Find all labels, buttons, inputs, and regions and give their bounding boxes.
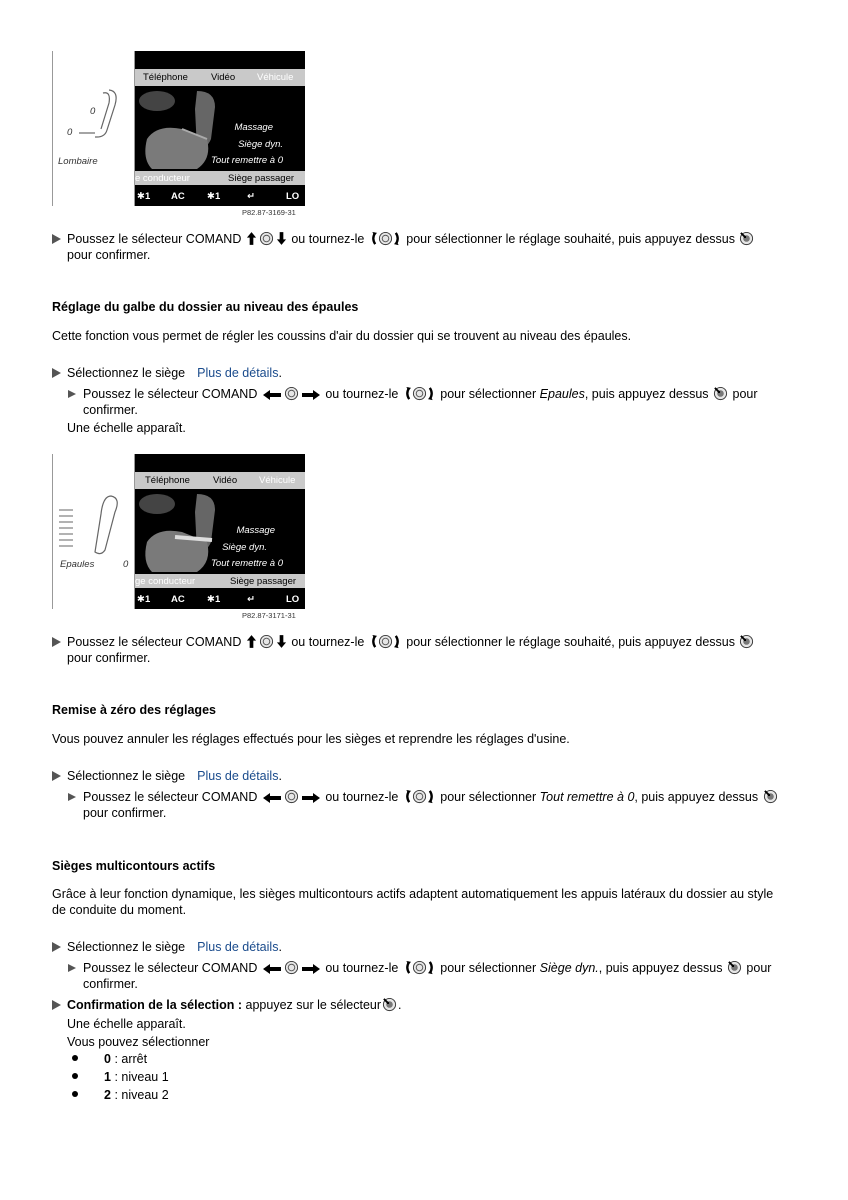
select-seat-line: Sélectionnez le siège Plus de détails. bbox=[67, 940, 282, 954]
step-arrow bbox=[52, 637, 61, 647]
seat-passenger[interactable]: Siège passager bbox=[230, 576, 297, 587]
seat-passenger[interactable]: Siège passager bbox=[228, 173, 295, 184]
step-text: ou tournez-le bbox=[325, 387, 399, 401]
section-intro-line2: de conduite du moment. bbox=[52, 903, 187, 917]
step-text: Poussez le sélecteur COMAND bbox=[83, 961, 258, 975]
details-link[interactable]: Plus de détails bbox=[197, 940, 279, 954]
comand-screen-shoulders bbox=[52, 454, 305, 609]
press-knob-icon bbox=[763, 789, 778, 804]
option-massage[interactable]: Massage bbox=[236, 525, 275, 536]
step-arrow bbox=[52, 1000, 61, 1010]
bullet bbox=[72, 1091, 78, 1097]
ac-button[interactable]: AC bbox=[171, 191, 185, 202]
select-seat-text: Sélectionnez le siège bbox=[67, 366, 186, 380]
right-arrow-icon bbox=[301, 963, 321, 975]
option-name: Siège dyn. bbox=[539, 961, 599, 975]
seat-driver[interactable]: ge conducteur bbox=[135, 576, 196, 587]
comand-screen-lumbar bbox=[52, 51, 305, 206]
step-text: pour sélectionner bbox=[440, 961, 537, 975]
substep-arrow bbox=[68, 964, 76, 972]
option-siege-dyn[interactable]: Siège dyn. bbox=[222, 542, 267, 553]
comand-knob-icon bbox=[284, 789, 299, 804]
details-link[interactable]: Plus de détails bbox=[197, 366, 279, 380]
step-arrow bbox=[52, 942, 61, 952]
section-intro: Vous pouvez annuler les réglages effectués pour les sièges et reprendre les réglages d'usine. bbox=[52, 732, 570, 746]
confirm-line: Confirmation de la sélection : appuyez sur le sélecteur . bbox=[67, 998, 402, 1012]
level-key: 0 bbox=[104, 1052, 111, 1066]
seat-select-bar bbox=[135, 171, 305, 185]
step-confirm: confirmer. bbox=[83, 403, 138, 417]
step-text: Poussez le sélecteur COMAND bbox=[67, 232, 242, 246]
bullet bbox=[72, 1055, 78, 1061]
rotate-knob-icon bbox=[369, 231, 402, 246]
level-item bbox=[104, 1087, 169, 1103]
left-arrow-icon bbox=[262, 792, 282, 804]
up-arrow-icon bbox=[246, 634, 257, 649]
menu-video[interactable]: Vidéo bbox=[213, 475, 238, 486]
lumbar-mark-left: 0 bbox=[67, 127, 73, 138]
level-key: 2 bbox=[104, 1088, 111, 1102]
menu-vehicule[interactable]: Véhicule bbox=[257, 72, 294, 83]
right-arrow-icon bbox=[301, 792, 321, 804]
rotate-knob-icon bbox=[403, 789, 436, 804]
select-seat-line: Sélectionnez le siège Plus de détails. bbox=[67, 769, 282, 783]
seat-outline-icon bbox=[83, 490, 123, 560]
left-arrow-icon bbox=[262, 963, 282, 975]
temp-lo[interactable]: LO bbox=[286, 594, 300, 605]
step-confirm: pour confirmer. bbox=[83, 806, 167, 820]
substep-arrow bbox=[68, 390, 76, 398]
step-text: Poussez le sélecteur COMAND bbox=[83, 387, 258, 401]
lumbar-panel bbox=[52, 51, 135, 206]
result-text: Une échelle apparaît. bbox=[67, 421, 186, 435]
level-key: 1 bbox=[104, 1070, 111, 1084]
shoulders-mark: 0 bbox=[123, 559, 129, 570]
can-select-text: Vous pouvez sélectionner bbox=[67, 1035, 210, 1049]
level-item bbox=[104, 1051, 147, 1067]
menu-telephone[interactable]: Téléphone bbox=[143, 72, 188, 83]
press-knob-icon bbox=[739, 634, 754, 649]
step-arrow bbox=[52, 771, 61, 781]
substep-arrow bbox=[68, 793, 76, 801]
lumbar-mark-top: 0 bbox=[90, 106, 96, 117]
substep-line bbox=[83, 789, 779, 805]
lumbar-label: Lombaire bbox=[58, 156, 98, 167]
climate-bar bbox=[135, 186, 305, 206]
confirm-label: Confirmation de la sélection : bbox=[67, 998, 243, 1012]
figure-ref: P82.87-3171-31 bbox=[242, 611, 296, 620]
level-text: : niveau 1 bbox=[114, 1070, 169, 1084]
menu-vehicule[interactable]: Véhicule bbox=[259, 475, 296, 486]
menu-bar bbox=[135, 472, 305, 489]
step-arrow bbox=[52, 234, 61, 244]
step-text: ou tournez-le bbox=[291, 232, 365, 246]
step-arrow bbox=[52, 368, 61, 378]
temp-lo[interactable]: LO bbox=[286, 191, 300, 202]
step-text: , puis appuyez dessus bbox=[598, 961, 723, 975]
menu-bar bbox=[135, 69, 305, 86]
fan-left[interactable]: ✱1 bbox=[137, 594, 151, 605]
result-text: Une échelle apparaît. bbox=[67, 1017, 186, 1031]
step-text: pour bbox=[746, 961, 772, 975]
select-seat-text: Sélectionnez le siège bbox=[67, 769, 186, 783]
figure-ref: P82.87-3169-31 bbox=[242, 208, 296, 217]
step-text: pour sélectionner bbox=[440, 387, 537, 401]
press-knob-icon bbox=[739, 231, 754, 246]
step-text: ou tournez-le bbox=[325, 790, 399, 804]
level-text: : arrêt bbox=[114, 1052, 148, 1066]
step-text: ou tournez-le bbox=[291, 635, 365, 649]
step-text: pour sélectionner le réglage souhaité, puis appuyez dessus bbox=[406, 232, 735, 246]
comand-knob-icon bbox=[284, 386, 299, 401]
section-heading: Sièges multicontours actifs bbox=[52, 859, 216, 873]
fan-right[interactable]: ✱1 bbox=[207, 191, 221, 202]
shoulders-label: Epaules bbox=[60, 559, 95, 570]
right-arrow-icon bbox=[301, 389, 321, 401]
step-line bbox=[67, 634, 755, 650]
select-seat-text: Sélectionnez le siège bbox=[67, 940, 186, 954]
confirm-text: appuyez sur le sélecteur bbox=[245, 998, 382, 1012]
level-item bbox=[104, 1069, 169, 1085]
left-arrow-icon bbox=[262, 389, 282, 401]
ac-button[interactable]: AC bbox=[171, 594, 185, 605]
airflow-icon[interactable]: ↵ bbox=[247, 594, 255, 605]
rotate-knob-icon bbox=[369, 634, 402, 649]
step-confirm: pour confirmer. bbox=[67, 651, 151, 665]
step-text: pour sélectionner bbox=[440, 790, 537, 804]
details-link[interactable]: Plus de détails bbox=[197, 769, 279, 783]
substep-line bbox=[83, 960, 771, 976]
comand-knob-icon bbox=[284, 960, 299, 975]
seat-select-bar bbox=[135, 574, 305, 588]
rotate-knob-icon bbox=[403, 386, 436, 401]
comand-knob-icon bbox=[259, 231, 274, 246]
option-name: Tout remettre à 0 bbox=[539, 790, 635, 804]
section-intro-line1: Grâce à leur fonction dynamique, les sièges multicontours actifs adaptent automatiquement les appuis latéraux du dossier au style bbox=[52, 887, 774, 901]
rotate-knob-icon bbox=[403, 960, 436, 975]
substep-line bbox=[83, 386, 758, 402]
down-arrow-icon bbox=[276, 231, 287, 246]
step-text: , puis appuyez dessus bbox=[584, 387, 709, 401]
airflow-icon[interactable]: ↵ bbox=[247, 191, 255, 202]
step-text: ou tournez-le bbox=[325, 961, 399, 975]
climate-bar bbox=[135, 589, 305, 609]
step-text: pour bbox=[732, 387, 758, 401]
section-heading: Réglage du galbe du dossier au niveau des épaules bbox=[52, 300, 359, 314]
menu-video[interactable]: Vidéo bbox=[211, 72, 236, 83]
press-knob-icon bbox=[713, 386, 728, 401]
step-text: Poussez le sélecteur COMAND bbox=[83, 790, 258, 804]
level-text: : niveau 2 bbox=[114, 1088, 169, 1102]
press-knob-icon bbox=[727, 960, 742, 975]
step-confirm: confirmer. bbox=[83, 977, 138, 991]
fan-right[interactable]: ✱1 bbox=[207, 594, 221, 605]
step-confirm: pour confirmer. bbox=[67, 248, 151, 262]
down-arrow-icon bbox=[276, 634, 287, 649]
fan-left[interactable]: ✱1 bbox=[137, 191, 151, 202]
step-line bbox=[67, 231, 755, 247]
seat-driver[interactable]: e conducteur bbox=[135, 173, 190, 184]
option-siege-dyn[interactable]: Siège dyn. bbox=[238, 139, 283, 150]
bullet bbox=[72, 1073, 78, 1079]
step-text: , puis appuyez dessus bbox=[634, 790, 759, 804]
section-intro: Cette fonction vous permet de régler les coussins d'air du dossier qui se trouvent au niveau des épaules. bbox=[52, 329, 632, 343]
section-heading: Remise à zéro des réglages bbox=[52, 703, 216, 717]
comand-knob-icon bbox=[259, 634, 274, 649]
shoulders-panel bbox=[52, 454, 135, 609]
up-arrow-icon bbox=[246, 231, 257, 246]
step-text: Poussez le sélecteur COMAND bbox=[67, 635, 242, 649]
option-tout-remettre[interactable]: Tout remettre à 0 bbox=[211, 558, 283, 569]
step-text: pour sélectionner le réglage souhaité, puis appuyez dessus bbox=[406, 635, 735, 649]
press-knob-icon bbox=[382, 997, 397, 1012]
select-seat-line: Sélectionnez le siège Plus de détails. bbox=[67, 366, 282, 380]
menu-telephone[interactable]: Téléphone bbox=[145, 475, 190, 486]
option-name: Epaules bbox=[539, 387, 585, 401]
option-tout-remettre[interactable]: Tout remettre à 0 bbox=[211, 155, 283, 166]
scale-icon bbox=[55, 504, 75, 554]
option-massage[interactable]: Massage bbox=[234, 122, 273, 133]
seat-outline-icon bbox=[67, 85, 127, 155]
